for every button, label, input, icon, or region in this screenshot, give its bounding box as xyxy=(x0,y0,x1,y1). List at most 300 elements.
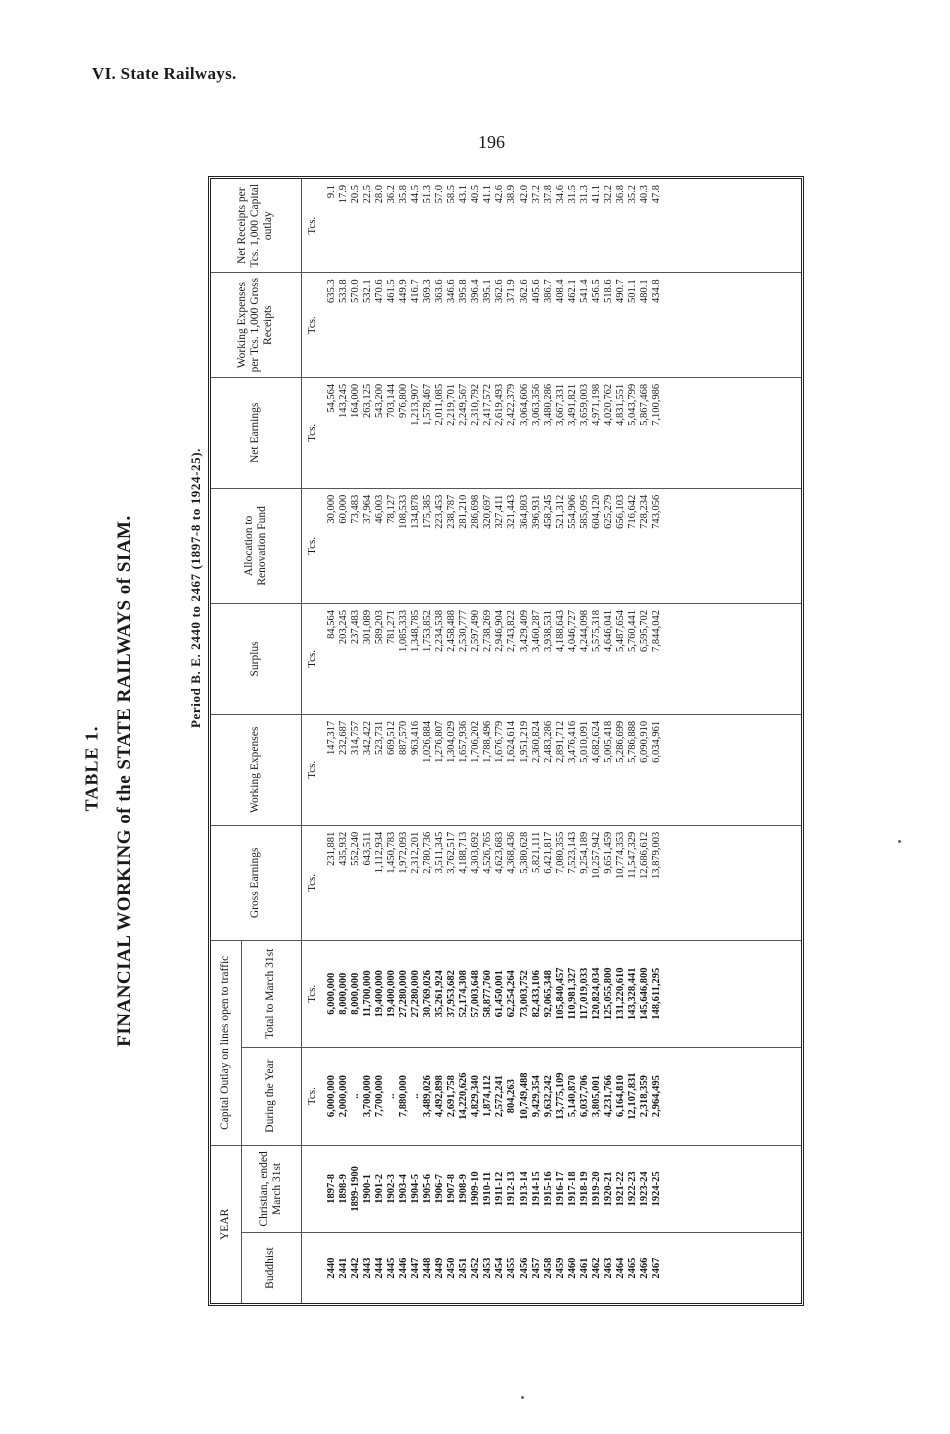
cell-outlay-during-year: 3,700,000 xyxy=(361,1075,373,1118)
cell-net-earnings: 2,422,379 xyxy=(506,383,518,426)
cell-surplus: 2,946,904 xyxy=(494,609,506,652)
cell-net-earnings: 143,245 xyxy=(337,383,349,418)
cell-outlay-during-year: 13,775,109 xyxy=(554,1072,566,1120)
cell-surplus: 781,271 xyxy=(385,609,397,645)
table-period: Period B. E. 2440 to 2467 (1897-8 to 1924-25). xyxy=(188,448,203,728)
cell-buddhist-year: 2461 xyxy=(578,1257,590,1279)
cell-outlay-during-year: 9,429,354 xyxy=(530,1075,542,1118)
cell-net-per-1000: 31.5 xyxy=(566,185,578,204)
unit-cell xyxy=(301,1145,324,1232)
cell-renovation-allocation: 108,533 xyxy=(397,494,409,529)
cell-outlay-total: 11,700,000 xyxy=(361,970,373,1018)
cell-surplus: 5,575,318 xyxy=(590,609,602,652)
cell-outlay-total: 148,611,295 xyxy=(651,967,663,1020)
unit-cell: Tcs. xyxy=(301,1047,324,1145)
cell-christian-year: 1903-4 xyxy=(397,1174,409,1204)
cell-surplus: 4,244,098 xyxy=(578,609,590,652)
cell-christian-year: 1916-17 xyxy=(554,1171,566,1207)
cell-working-expenses: 1,304,029 xyxy=(446,720,458,763)
column-working-expenses xyxy=(324,714,802,825)
cell-renovation-allocation: 716,642 xyxy=(627,494,639,529)
cell-christian-year: 1910-11 xyxy=(482,1171,494,1207)
cell-renovation-allocation: 625,279 xyxy=(602,494,614,529)
cell-working-expenses: 887,570 xyxy=(397,720,409,755)
cell-working-expenses: 342,422 xyxy=(361,720,373,755)
cell-working-per-1000: 541.4 xyxy=(578,279,590,303)
cell-net-earnings: 1,578,467 xyxy=(422,383,433,426)
cell-working-per-1000: 386.7 xyxy=(542,279,554,303)
cell-buddhist-year: 2444 xyxy=(373,1257,385,1279)
cell-gross-earnings: 9,254,189 xyxy=(578,831,590,874)
cell-working-expenses: 6,090,910 xyxy=(639,720,651,763)
cell-gross-earnings: 552,240 xyxy=(349,831,361,866)
cell-net-per-1000: 40.5 xyxy=(470,185,482,204)
cell-net-per-1000: 20.5 xyxy=(349,185,361,204)
cell-net-earnings: 3,063,356 xyxy=(530,383,542,426)
cell-buddhist-year: 2451 xyxy=(458,1257,470,1279)
cell-net-earnings: 4,020,762 xyxy=(602,383,614,426)
cell-net-per-1000: 35.2 xyxy=(627,185,639,204)
cell-gross-earnings: 4,368,436 xyxy=(506,831,518,874)
cell-gross-earnings: 9,651,459 xyxy=(602,831,614,874)
column-gross-earnings xyxy=(324,825,802,940)
cell-outlay-total: 27,280,000 xyxy=(409,970,421,1018)
cell-working-expenses: 5,286,699 xyxy=(615,720,626,763)
cell-working-expenses: 523,731 xyxy=(373,720,385,755)
column-working-per-1000 xyxy=(324,273,802,378)
cell-net-earnings: 1,213,907 xyxy=(409,383,421,426)
cell-working-per-1000: 362.6 xyxy=(518,279,530,303)
cell-working-per-1000: 635.3 xyxy=(325,279,337,303)
cell-surplus: 4,046,727 xyxy=(566,609,578,652)
cell-gross-earnings: 7,080,355 xyxy=(554,831,566,874)
cell-outlay-total: 58,877,760 xyxy=(482,970,494,1018)
cell-renovation-allocation: 223,453 xyxy=(434,494,446,529)
cell-renovation-allocation: 458,245 xyxy=(542,494,554,529)
cell-surplus: 4,188,643 xyxy=(554,609,566,652)
cell-renovation-allocation: 327,411 xyxy=(494,494,506,529)
header-net-receipts-per-1000: Net Receipts per Tcs. 1,000 Capital outlay xyxy=(211,179,301,273)
cell-gross-earnings: 435,932 xyxy=(337,831,349,866)
cell-outlay-during-year: .. xyxy=(349,1093,361,1099)
cell-outlay-total: 110,981,327 xyxy=(566,967,578,1020)
cell-outlay-during-year: 6,000,000 xyxy=(325,1075,337,1118)
cell-net-per-1000: 58.5 xyxy=(446,185,458,204)
cell-working-expenses: 1,026,884 xyxy=(422,720,433,763)
cell-net-per-1000: 41.1 xyxy=(590,185,602,204)
header-total-to-march: Total to March 31st xyxy=(241,940,301,1047)
section-heading: VI. State Railways. xyxy=(92,64,237,83)
cell-net-per-1000: 44.5 xyxy=(409,185,421,204)
cell-surplus: 3,938,531 xyxy=(542,609,554,652)
cell-net-earnings: 2,619,493 xyxy=(494,383,506,426)
cell-net-per-1000: 37.8 xyxy=(542,185,554,204)
cell-working-expenses: 314,757 xyxy=(349,720,361,755)
column-christian-year xyxy=(324,1145,802,1232)
cell-outlay-during-year: 4,231,766 xyxy=(602,1075,614,1118)
cell-outlay-during-year: 3,489,026 xyxy=(422,1075,433,1118)
cell-renovation-allocation: 37,964 xyxy=(361,494,373,524)
cell-buddhist-year: 2466 xyxy=(639,1257,651,1279)
cell-renovation-allocation: 396,931 xyxy=(530,494,542,529)
unit-cell: Tcs. xyxy=(301,179,324,273)
cell-working-expenses: 5,005,418 xyxy=(602,720,614,763)
cell-gross-earnings: 1,450,783 xyxy=(385,831,397,874)
table-title: FINANCIAL WORKING of the STATE RAILWAYS of SIAM. xyxy=(114,515,135,1047)
cell-outlay-total: 57,003,648 xyxy=(470,970,482,1018)
cell-working-per-1000: 396.4 xyxy=(470,279,482,303)
year-group-header: YEAR xyxy=(211,1145,241,1303)
cell-working-per-1000: 408.4 xyxy=(554,279,566,303)
column-outlay-during-year xyxy=(324,1047,802,1145)
cell-working-expenses: 1,624,614 xyxy=(506,720,518,763)
cell-working-expenses: 4,682,624 xyxy=(590,720,602,763)
cell-net-per-1000: 40.3 xyxy=(639,185,651,204)
cell-christian-year: 1908-9 xyxy=(458,1174,470,1204)
cell-working-expenses: 3,476,416 xyxy=(566,720,578,763)
cell-renovation-allocation: 585,095 xyxy=(578,494,590,529)
cell-outlay-during-year: 6,164,810 xyxy=(615,1075,626,1118)
unit-cell: Tcs. xyxy=(301,273,324,378)
cell-net-earnings: 164,000 xyxy=(349,383,361,418)
cell-surplus: 4,646,041 xyxy=(602,609,614,652)
cell-christian-year: 1915-16 xyxy=(542,1171,554,1207)
column-net-per-1000 xyxy=(324,179,802,273)
cell-net-per-1000: 22.5 xyxy=(361,185,373,204)
cell-net-earnings: 3,659,003 xyxy=(578,383,590,426)
cell-net-per-1000: 32.2 xyxy=(602,185,614,204)
cell-working-per-1000: 570.0 xyxy=(349,279,361,303)
cell-net-earnings: 5,043,799 xyxy=(627,383,639,426)
cell-christian-year: 1911-12 xyxy=(494,1171,506,1207)
header-net-earnings: Net Earnings xyxy=(211,377,301,488)
cell-working-expenses: 232,687 xyxy=(337,720,349,755)
column-surplus xyxy=(324,603,802,714)
scan-speck xyxy=(898,840,901,843)
cell-net-per-1000: 42.0 xyxy=(518,185,530,204)
cell-gross-earnings: 5,821,111 xyxy=(530,831,542,873)
cell-net-per-1000: 34.6 xyxy=(554,185,566,204)
cell-gross-earnings: 4,188,713 xyxy=(458,831,470,874)
cell-working-per-1000: 405.6 xyxy=(530,279,542,303)
cell-outlay-during-year: .. xyxy=(409,1093,421,1099)
cell-gross-earnings: 1,112,934 xyxy=(373,831,385,874)
cell-net-per-1000: 37.2 xyxy=(530,185,542,204)
financial-table xyxy=(208,176,804,1306)
cell-working-expenses: 6,034,961 xyxy=(651,720,663,763)
header-working-expenses-per-1000: Working Expenses per Tcs. 1,000 Gross Receipts xyxy=(211,273,301,378)
cell-gross-earnings: 6,421,817 xyxy=(542,831,554,874)
cell-buddhist-year: 2449 xyxy=(434,1257,446,1279)
header-allocation-renovation: Allocation to Renovation Fund xyxy=(211,488,301,603)
cell-buddhist-year: 2440 xyxy=(325,1257,337,1279)
cell-net-earnings: 3,480,286 xyxy=(542,383,554,426)
cell-surplus: 589,203 xyxy=(373,609,385,645)
cell-gross-earnings: 7,523,143 xyxy=(566,831,578,874)
cell-net-earnings: 2,011,085 xyxy=(434,383,446,426)
cell-net-per-1000: 43.1 xyxy=(458,185,470,204)
cell-working-per-1000: 533.8 xyxy=(337,279,349,303)
cell-christian-year: 1922-23 xyxy=(627,1171,639,1207)
cell-working-expenses: 1,706,202 xyxy=(470,720,482,763)
cell-surplus: 3,429,409 xyxy=(518,609,530,652)
cell-christian-year: 1898-9 xyxy=(337,1174,349,1204)
cell-working-per-1000: 363.6 xyxy=(434,279,446,303)
cell-renovation-allocation: 281,210 xyxy=(458,494,470,529)
cell-gross-earnings: 643,511 xyxy=(361,831,373,866)
cell-surplus: 7,844,042 xyxy=(651,609,663,652)
cell-christian-year: 1918-19 xyxy=(578,1171,590,1207)
unit-cell: Tcs. xyxy=(301,377,324,488)
cell-outlay-total: 37,953,682 xyxy=(446,970,458,1018)
table-frame xyxy=(208,176,804,1306)
cell-working-per-1000: 449.9 xyxy=(397,279,409,303)
cell-net-per-1000: 41.1 xyxy=(482,185,494,204)
cell-working-per-1000: 532.1 xyxy=(361,279,373,303)
cell-outlay-total: 52,174,308 xyxy=(458,970,470,1018)
cell-surplus: 2,743,822 xyxy=(506,609,518,652)
cell-outlay-during-year: 7,700,000 xyxy=(373,1075,385,1118)
cell-buddhist-year: 2443 xyxy=(361,1257,373,1279)
cell-renovation-allocation: 134,878 xyxy=(409,494,421,529)
cell-working-expenses: 2,891,712 xyxy=(554,720,566,763)
cell-outlay-total: 8,000,000 xyxy=(349,972,361,1015)
cell-outlay-total: 35,261,924 xyxy=(434,970,446,1018)
cell-surplus: 301,089 xyxy=(361,609,373,645)
unit-cell xyxy=(301,1233,324,1303)
cell-outlay-during-year: 4,492,898 xyxy=(434,1075,446,1118)
cell-net-earnings: 543,200 xyxy=(373,383,385,418)
cell-christian-year: 1924-25 xyxy=(651,1171,663,1207)
cell-surplus: 84,564 xyxy=(325,609,337,639)
cell-working-per-1000: 480.1 xyxy=(639,279,651,303)
cell-outlay-during-year: .. xyxy=(385,1093,397,1099)
cell-outlay-total: 145,646,800 xyxy=(639,967,651,1021)
cell-net-earnings: 3,064,606 xyxy=(518,383,530,426)
cell-outlay-during-year: 9,632,242 xyxy=(542,1075,554,1118)
cell-christian-year: 1901-2 xyxy=(373,1174,385,1204)
cell-outlay-total: 143,328,441 xyxy=(627,967,639,1021)
cell-buddhist-year: 2455 xyxy=(506,1257,518,1279)
cell-renovation-allocation: 554,906 xyxy=(566,494,578,529)
cell-surplus: 5,487,654 xyxy=(615,609,626,652)
cell-christian-year: 1905-6 xyxy=(422,1174,433,1204)
cell-working-expenses: 669,512 xyxy=(385,720,397,755)
cell-surplus: 6,595,702 xyxy=(639,609,651,652)
cell-net-earnings: 3,491,821 xyxy=(566,383,578,426)
cell-outlay-during-year: 2,964,495 xyxy=(651,1075,663,1118)
cell-christian-year: 1914-15 xyxy=(530,1171,542,1207)
cell-renovation-allocation: 743,056 xyxy=(651,494,663,529)
header-buddhist: Buddhist xyxy=(241,1233,301,1303)
cell-gross-earnings: 13,879,003 xyxy=(651,831,663,880)
cell-outlay-during-year: 3,805,001 xyxy=(590,1075,602,1118)
cell-net-earnings: 5,867,468 xyxy=(639,383,651,426)
cell-outlay-during-year: 4,829,340 xyxy=(470,1075,482,1118)
cell-gross-earnings: 5,380,628 xyxy=(518,831,530,874)
cell-gross-earnings: 1,972,093 xyxy=(397,831,409,874)
cell-net-per-1000: 9.1 xyxy=(325,185,337,199)
cell-renovation-allocation: 46,003 xyxy=(373,494,385,524)
cell-net-earnings: 976,800 xyxy=(397,383,409,418)
cell-working-expenses: 5,786,888 xyxy=(627,720,639,763)
cell-renovation-allocation: 60,000 xyxy=(337,494,349,524)
cell-outlay-total: 61,450,001 xyxy=(494,970,506,1018)
cell-net-earnings: 3,667,331 xyxy=(554,383,566,426)
cell-buddhist-year: 2442 xyxy=(349,1257,361,1279)
cell-renovation-allocation: 728,234 xyxy=(639,494,651,529)
cell-renovation-allocation: 30,000 xyxy=(325,494,337,524)
cell-christian-year: 1902-3 xyxy=(385,1174,397,1204)
cell-outlay-during-year: 1,874,112 xyxy=(482,1075,494,1117)
cell-net-earnings: 2,249,567 xyxy=(458,383,470,426)
cell-net-earnings: 54,564 xyxy=(325,383,337,413)
cell-gross-earnings: 11,547,329 xyxy=(627,831,639,879)
cell-outlay-total: 8,000,000 xyxy=(337,972,349,1015)
cell-net-earnings: 4,831,551 xyxy=(615,383,626,426)
cell-christian-year: 1904-5 xyxy=(409,1174,421,1204)
cell-gross-earnings: 10,774,353 xyxy=(615,831,626,880)
cell-net-earnings: 2,219,701 xyxy=(446,383,458,426)
cell-working-per-1000: 518.6 xyxy=(602,279,614,303)
cell-surplus: 2,597,490 xyxy=(470,609,482,652)
cell-christian-year: 1912-13 xyxy=(506,1171,518,1207)
cell-outlay-total: 105,840,457 xyxy=(554,967,566,1021)
cell-working-expenses: 2,483,286 xyxy=(542,720,554,763)
cell-surplus: 2,738,269 xyxy=(482,609,494,652)
cell-buddhist-year: 2462 xyxy=(590,1257,602,1279)
cell-buddhist-year: 2446 xyxy=(397,1257,409,1279)
cell-net-per-1000: 57.0 xyxy=(434,185,446,204)
cell-working-per-1000: 369.3 xyxy=(422,279,433,303)
cell-buddhist-year: 2467 xyxy=(651,1257,663,1279)
cell-buddhist-year: 2448 xyxy=(422,1257,433,1279)
cell-buddhist-year: 2458 xyxy=(542,1257,554,1279)
cell-buddhist-year: 2454 xyxy=(494,1257,506,1279)
cell-outlay-total: 19,400,000 xyxy=(373,970,385,1018)
cell-net-earnings: 703,144 xyxy=(385,383,397,418)
cell-working-per-1000: 434.8 xyxy=(651,279,663,303)
cell-buddhist-year: 2465 xyxy=(627,1257,639,1279)
cell-renovation-allocation: 521,312 xyxy=(554,494,566,529)
cell-buddhist-year: 2464 xyxy=(615,1257,626,1279)
capital-outlay-group-header: Capital Outlay on lines open to traffic xyxy=(211,940,241,1145)
cell-working-expenses: 2,360,824 xyxy=(530,720,542,763)
cell-buddhist-year: 2459 xyxy=(554,1257,566,1279)
cell-net-per-1000: 42.6 xyxy=(494,185,506,204)
cell-working-expenses: 1,657,936 xyxy=(458,720,470,763)
cell-renovation-allocation: 364,803 xyxy=(518,494,530,529)
cell-net-per-1000: 36.8 xyxy=(615,185,626,204)
cell-buddhist-year: 2457 xyxy=(530,1257,542,1279)
cell-gross-earnings: 4,303,692 xyxy=(470,831,482,874)
cell-christian-year: 1917-18 xyxy=(566,1171,578,1207)
cell-outlay-total: 27,280,000 xyxy=(397,970,409,1018)
cell-outlay-during-year: 2,572,241 xyxy=(494,1075,506,1118)
cell-net-per-1000: 51.3 xyxy=(422,185,433,204)
cell-outlay-total: 19,400,000 xyxy=(385,970,397,1018)
cell-surplus: 5,760,441 xyxy=(627,609,639,652)
cell-christian-year: 1921-22 xyxy=(615,1171,626,1207)
cell-working-expenses: 963,416 xyxy=(409,720,421,755)
cell-outlay-during-year: 6,037,706 xyxy=(578,1075,590,1118)
column-buddhist-year xyxy=(324,1233,802,1303)
unit-cell: Tcs. xyxy=(301,714,324,825)
cell-surplus: 1,753,852 xyxy=(422,609,433,652)
cell-working-per-1000: 456.5 xyxy=(590,279,602,303)
cell-surplus: 203,245 xyxy=(337,609,349,645)
cell-renovation-allocation: 73,483 xyxy=(349,494,361,524)
cell-net-per-1000: 31.3 xyxy=(578,185,590,204)
cell-gross-earnings: 4,526,765 xyxy=(482,831,494,874)
cell-buddhist-year: 2463 xyxy=(602,1257,614,1279)
data-columns xyxy=(324,179,802,1303)
cell-gross-earnings: 10,257,942 xyxy=(590,831,602,880)
cell-net-per-1000: 35.8 xyxy=(397,185,409,204)
cell-working-per-1000: 462.1 xyxy=(566,279,578,303)
cell-surplus: 2,234,538 xyxy=(434,609,446,652)
cell-net-earnings: 7,100,986 xyxy=(651,383,663,426)
cell-christian-year: 1920-21 xyxy=(602,1171,614,1207)
cell-outlay-during-year: 14,220,626 xyxy=(458,1072,470,1120)
cell-outlay-total: 125,055,800 xyxy=(602,967,614,1021)
cell-buddhist-year: 2445 xyxy=(385,1257,397,1279)
cell-surplus: 1,348,785 xyxy=(409,609,421,652)
cell-outlay-during-year: 2,318,359 xyxy=(639,1075,651,1118)
cell-outlay-during-year: 2,000,000 xyxy=(337,1075,349,1118)
cell-christian-year: 1906-7 xyxy=(434,1174,446,1204)
cell-gross-earnings: 4,623,683 xyxy=(494,831,506,874)
cell-renovation-allocation: 175,385 xyxy=(422,494,433,529)
cell-christian-year: 1919-20 xyxy=(590,1171,602,1207)
cell-surplus: 2,530,777 xyxy=(458,609,470,652)
column-outlay-total xyxy=(324,940,802,1047)
cell-buddhist-year: 2460 xyxy=(566,1257,578,1279)
cell-buddhist-year: 2456 xyxy=(518,1257,530,1279)
cell-christian-year: 1913-14 xyxy=(518,1171,530,1207)
cell-outlay-during-year: 7,880,000 xyxy=(397,1075,409,1118)
cell-christian-year: 1907-8 xyxy=(446,1174,458,1204)
unit-cell: Tcs. xyxy=(301,825,324,940)
cell-renovation-allocation: 321,443 xyxy=(506,494,518,529)
cell-renovation-allocation: 238,787 xyxy=(446,494,458,529)
header-surplus: Surplus xyxy=(211,603,301,714)
cell-renovation-allocation: 78,127 xyxy=(385,494,397,524)
table-label: TABLE 1. xyxy=(81,725,102,812)
cell-buddhist-year: 2447 xyxy=(409,1257,421,1279)
cell-buddhist-year: 2453 xyxy=(482,1257,494,1279)
cell-christian-year: 1899-1900 xyxy=(349,1166,361,1212)
cell-working-expenses: 5,010,091 xyxy=(578,720,590,763)
cell-renovation-allocation: 286,698 xyxy=(470,494,482,529)
cell-outlay-total: 6,000,000 xyxy=(325,972,337,1015)
column-renovation-allocation xyxy=(324,488,802,603)
cell-gross-earnings: 2,780,736 xyxy=(422,831,433,874)
column-net-earnings xyxy=(324,377,802,488)
scan-speck xyxy=(521,1396,524,1399)
cell-working-expenses: 1,276,807 xyxy=(434,720,446,763)
page-number: 196 xyxy=(478,132,505,152)
cell-outlay-total: 120,824,034 xyxy=(590,967,602,1021)
cell-working-expenses: 1,788,496 xyxy=(482,720,494,763)
cell-renovation-allocation: 656,103 xyxy=(615,494,626,529)
cell-christian-year: 1923-24 xyxy=(639,1171,651,1207)
cell-renovation-allocation: 320,697 xyxy=(482,494,494,529)
unit-cell: Tcs. xyxy=(301,488,324,603)
cell-working-per-1000: 371.9 xyxy=(506,279,518,303)
cell-christian-year: 1909-10 xyxy=(470,1171,482,1207)
cell-gross-earnings: 231,881 xyxy=(325,831,337,866)
